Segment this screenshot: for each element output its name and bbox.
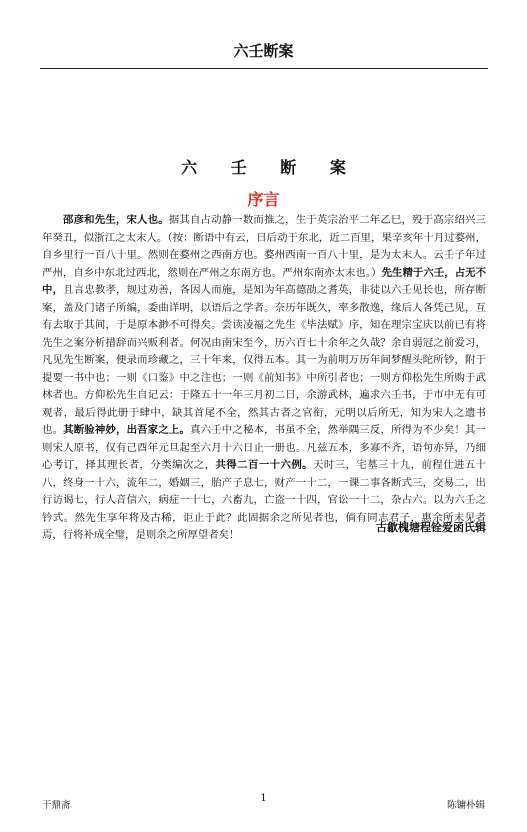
- preface-run: 先生精于六壬，占无不中，: [42, 266, 486, 296]
- preface-run: 据其自占动静一数而推之，生于英宗治平二年乙巳，殁于高宗绍兴三年癸丑，似浙江之太末人。（按：断语中有云，日后动于东北，近二百里，果辛亥年十月过婺州，自乡里行一百八十里。然则在婺州之西南方也。婺州西南一百八十里，是为太末人。云壬子年过严州，自乡中东北过西北，然则在严州之东南方也。严州东南亦太末也。）: [42, 214, 486, 279]
- preface-run: 真六壬中之秘本，书虽不全，然举隅三反，所得为不少矣！其一则宋人原书，仅有己酉年元旦起至六月十六日止一册也。凡兹五本，多寡不齐，语句亦异，乃细心考订，择其理长者，分类编次之，: [42, 424, 487, 471]
- preface-run: 邵彦和先生，宋人也。: [63, 214, 169, 226]
- preface-run: 其断验神妙，出吾家之上。: [63, 424, 191, 436]
- section-heading-preface: 序言: [247, 190, 280, 209]
- header-divider: [40, 68, 488, 69]
- preface-run: 共得二百一十六例。: [215, 459, 314, 471]
- preface-run: 天时三，宅墓三十九，前程仕进五十八，终身一十六，流年二，婚姻三，胎产子息七，财产一十二，一课二事各断式三，交易二，出行访谒七，行人音信六，病症一十七，六畜九，亡盗一十四，官讼一十二，杂占六。以为六壬之钤式。然先生享年将及古稀，讵止于此？此固据余之所见者也，倘有同志君子，惠余所未见者焉，行将补成全璧，是则余之所厚望者矣！: [42, 459, 487, 541]
- page-number: 1: [260, 793, 267, 804]
- preface-paragraph: [42, 212, 486, 545]
- document-title: 六 壬 断 案: [181, 158, 360, 177]
- compiler-signature: 古歙槐塘程铨爱函氏辑: [376, 521, 486, 534]
- preface-run: 且言忠教孝，规过劝善，各因人而施，是知为年高德劭之耆英，非徒以六壬见长也，所存断案，盖及门诸子所编，委曲详明，以语后之学者。奈历年既久，率多散逸，缘后人各凭己见，互有去取于其间，于是原本渺不可得矣。尝读凌福之先生《毕法赋》序，知在理宗宝庆以前已有将先生之案分析措辞而兴贩利者。何况由南宋至今，历六百七十余年之久哉？余自弱冠之前爱习，凡见先生断案，便录而珍藏之，三十年来，仅得五本。其一为前明万历年间梦醒头陀所钞，附于提要一书中也；一则《口鉴》中之注也；一则《前知书》中所引者也；一则方仰松先生所购于武林者也。方仰松先生自记云：于隆五十一年三月初二日，余游武林，遍求六壬书，于市中无有可观者，最后得此册于肆中，缺其首尾不全，然其古者之官衔，元明以后所无，知为宋人之遗书也。: [42, 284, 487, 436]
- footer-left-text: 干鼎斋: [42, 800, 71, 811]
- footer-right-text: 陈镛朴辑: [446, 800, 485, 811]
- page-header-title: 六壬断案: [233, 42, 294, 60]
